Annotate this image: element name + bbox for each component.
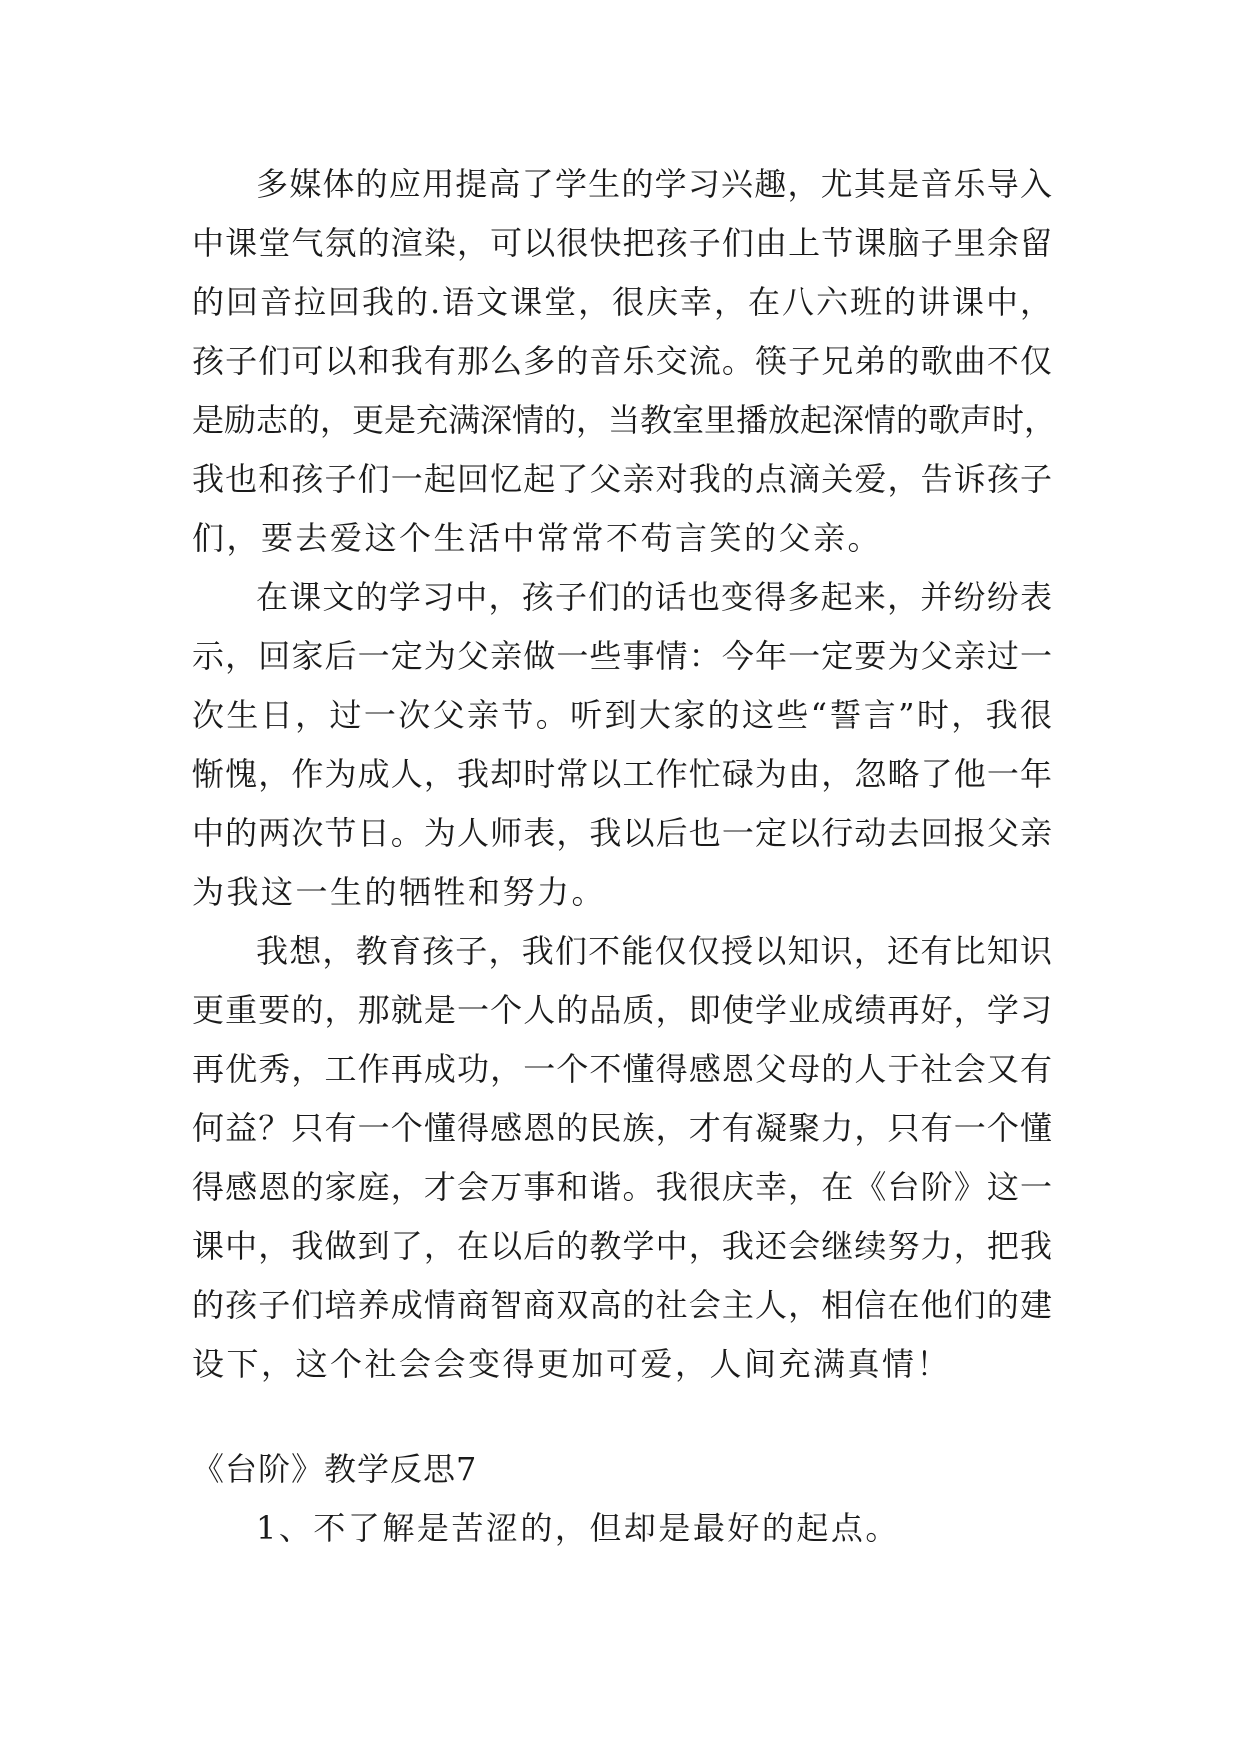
text-line: 示，回家后一定为父亲做一些事情：今年一定要为父亲过一 — [192, 637, 1052, 675]
text-line: 得感恩的家庭，才会万事和谐。我很庆幸，在《台阶》这一 — [192, 1168, 1052, 1206]
text-line: 中课堂气氛的渲染，可以很快把孩子们由上节课脑子里余留 — [192, 224, 1052, 262]
text-line: 们，要去爱这个生活中常常不苟言笑的父亲。 — [192, 519, 883, 557]
text-line: 更重要的，那就是一个人的品质，即使学业成绩再好，学习 — [192, 991, 1052, 1029]
text-line: 是励志的，更是充满深情的，当教室里播放起深情的歌声时， — [192, 401, 1057, 439]
text-line: 在课文的学习中，孩子们的话也变得多起来，并纷纷表 — [256, 578, 1052, 616]
text-line: 我想，教育孩子，我们不能仅仅授以知识，还有比知识 — [256, 932, 1052, 970]
text-line: 惭愧，作为成人，我却时常以工作忙碌为由，忽略了他一年 — [192, 755, 1052, 793]
text-line: 为我这一生的牺牲和努力。 — [192, 873, 607, 911]
text-line: 课中，我做到了，在以后的教学中，我还会继续努力，把我 — [192, 1227, 1052, 1265]
text-line: 孩子们可以和我有那么多的音乐交流。筷子兄弟的歌曲不仅 — [192, 342, 1052, 380]
text-line: 的回音拉回我的.语文课堂，很庆幸，在八六班的讲课中， — [192, 283, 1052, 321]
section-heading: 《台阶》教学反思7 — [192, 1450, 478, 1488]
text-line: 次生日，过一次父亲节。听到大家的这些“誓言”时，我很 — [192, 696, 1052, 734]
text-line: 中的两次节日。为人师表，我以后也一定以行动去回报父亲 — [192, 814, 1052, 852]
text-line: 再优秀，工作再成功，一个不懂得感恩父母的人于社会又有 — [192, 1050, 1052, 1088]
text-line: 我也和孩子们一起回忆起了父亲对我的点滴关爱，告诉孩子 — [192, 460, 1052, 498]
text-line: 的孩子们培养成情商智商双高的社会主人，相信在他们的建 — [192, 1286, 1052, 1324]
text-line: 设下，这个社会会变得更加可爱，人间充满真情！ — [192, 1345, 952, 1383]
text-line: 何益？只有一个懂得感恩的民族，才有凝聚力，只有一个懂 — [192, 1109, 1052, 1147]
text-line: 多媒体的应用提高了学生的学习兴趣，尤其是音乐导入 — [256, 165, 1052, 203]
list-item: 1、不了解是苦涩的，但却是最好的起点。 — [256, 1509, 900, 1547]
